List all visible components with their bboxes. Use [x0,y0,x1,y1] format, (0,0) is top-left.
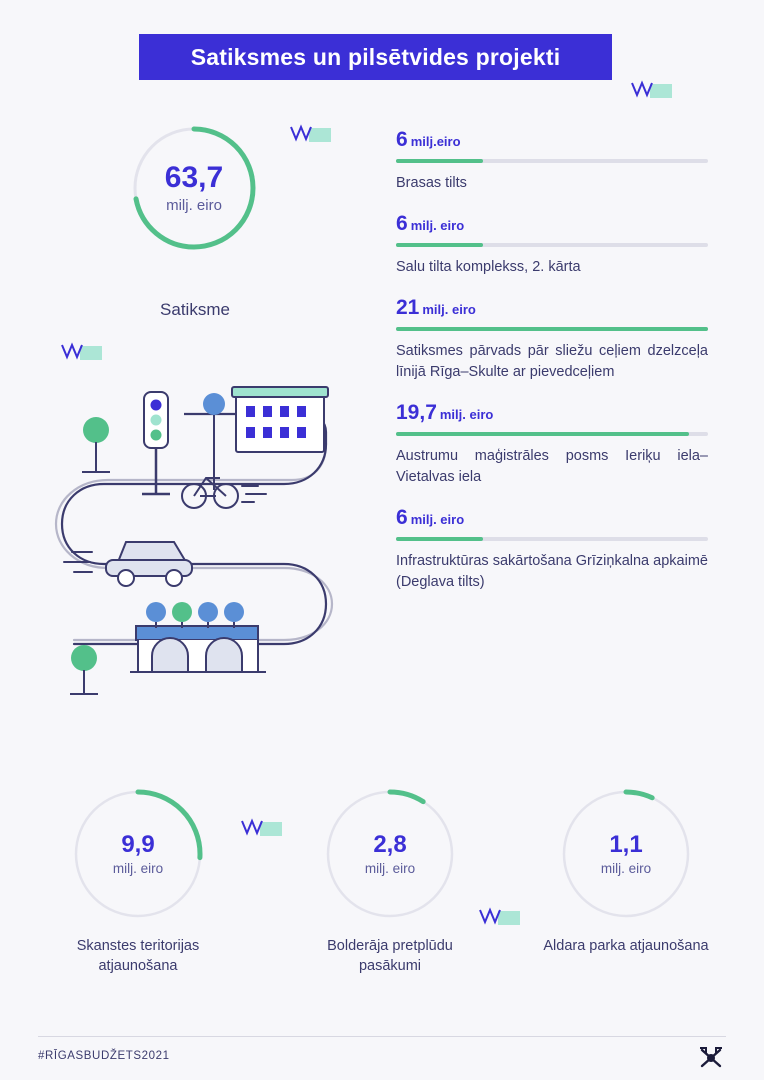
project-bar-fill [396,537,483,541]
satiksme-total-value: 63,7 [164,160,224,194]
project-amount [396,212,708,236]
project-amount [396,506,708,530]
project-item [396,506,708,593]
project-item [396,296,708,383]
project-bar [396,537,708,541]
project-amount [396,128,708,152]
zigzag-decoration-icon [60,342,102,360]
project-amount-number: 6 [396,506,408,530]
project-description: Infrastruktūras sakārtošana Grīziņkalna apkaimē (Deglava tilts) [396,553,708,591]
satiksme-total-unit: milj. eiro [166,196,222,214]
project-description: Brasas tilts [396,175,467,191]
mini-donut-unit: milj. eiro [112,860,164,876]
zigzag-decoration-icon [630,80,672,98]
project-amount-unit: milj. eiro [410,218,465,234]
project-item [396,128,708,194]
project-description: Satiksmes pārvads pār sliežu ceļiem dzelzceļa līnijā Rīga–Skulte ar pievedceļiem [396,343,708,381]
project-description: Salu tilta komplekss, 2. kārta [396,259,581,276]
project-bar-fill [396,243,483,247]
mini-donut-caption: Bolderāja pretplūdu pasākumi [327,938,453,975]
mini-donut-unit: milj. eiro [364,860,416,876]
project-bar [396,327,708,331]
project-amount [396,401,708,425]
mini-donut-caption: Skanstes teritorijas atjaunošana [76,938,200,975]
page-title: Satiksmes un pilsētvides projekti [190,43,561,70]
mini-donut-value: 2,8 [373,830,407,858]
riga-crest-logo-icon [696,1044,726,1070]
project-amount-unit: milj. eiro [439,407,494,423]
project-amount-unit: milj. eiro [410,512,465,528]
project-amount-number: 6 [396,212,408,236]
project-bar-fill [396,432,689,436]
footer-hashtag: #RĪGASBUDŽETS2021 [38,1050,170,1062]
project-amount-number: 6 [396,128,408,151]
project-amount-number: 19,7 [396,401,437,425]
mini-donut-skanste [70,786,206,977]
project-description: Austrumu maģistrāles posms Ieriķu iela–Vietalvas iela [396,448,708,486]
project-item [396,401,708,488]
mini-donut-caption: Aldara parka atjaunošana [543,938,709,954]
city-transport-illustration [34,372,379,712]
project-bar [396,243,708,247]
mini-donut-unit: milj. eiro [600,860,652,876]
project-amount-number: 21 [396,296,420,320]
project-bar [396,159,708,163]
mini-donut-bolderaja [322,786,458,977]
project-amount [396,296,708,320]
project-bar [396,432,708,436]
satiksme-total-donut [130,124,258,252]
secondary-metrics-row [0,786,764,986]
zigzag-decoration-icon [289,124,331,142]
page-header [139,34,612,80]
mini-donut-value: 9,9 [121,830,155,858]
mini-donut-value: 1,1 [609,830,643,858]
satiksme-total-label: Satiksme [160,300,230,319]
project-bar-fill [396,327,708,331]
footer-divider [38,1036,726,1037]
mini-donut-aldara [543,786,709,956]
project-list [396,128,708,611]
project-item [396,212,708,278]
project-amount-unit: milj. eiro [422,302,476,318]
project-bar-fill [396,159,483,163]
project-amount-unit: milj.eiro [410,134,461,149]
